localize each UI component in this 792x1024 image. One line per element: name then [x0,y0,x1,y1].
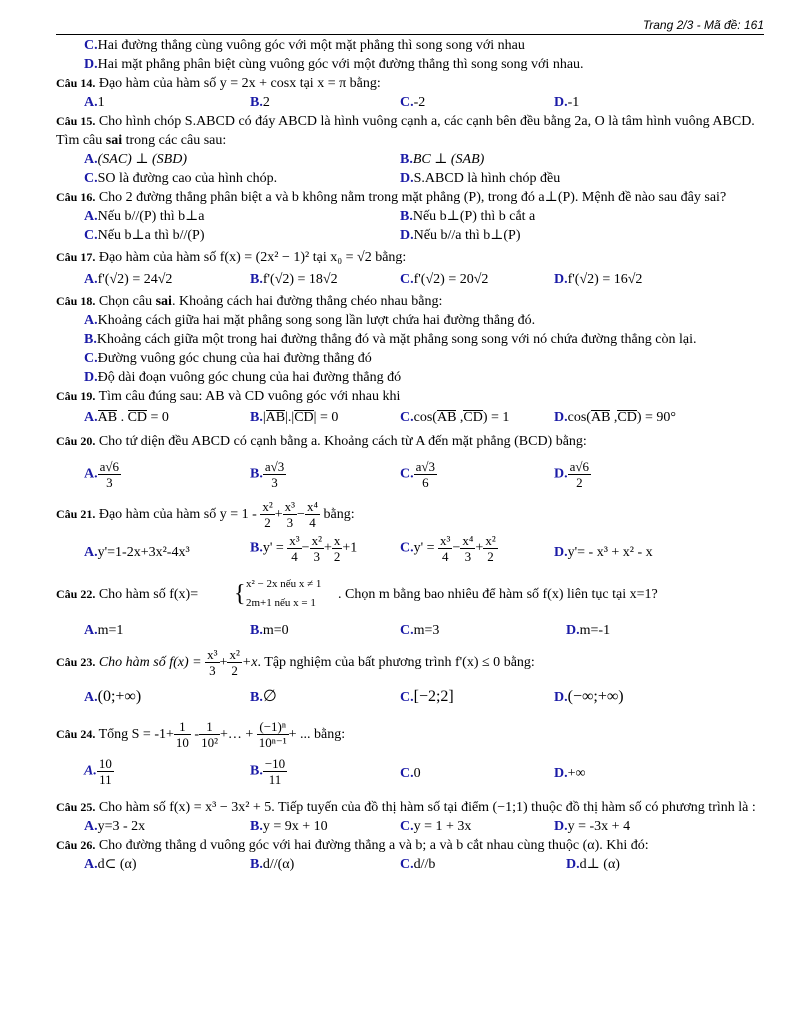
q18-option-a: A.Khoảng cách giữa hai mặt phẳng song song lần lượt chứa hai đường thẳng đó. [84,313,536,328]
q26-options: A.d⊂ (α) B.d//(α) C.d//b D.d⊥ (α) [84,857,620,872]
q16-stem: Câu 16. Cho 2 đường thẳng phân biệt a và b không nằm trong mặt phẳng (P), trong đó a⊥(P). Mệnh đề nào sau đây sai? [56,190,727,205]
q21-stem: Câu 21. Đạo hàm của hàm số y = 1 - $\frac{\text{x²}}{2}$ + $\frac{\text{x³}}{3}$ − $\frac{\text{x⁴}}{4}$ bằng: [56,499,355,531]
q15-options-ab: A.(SAC) ⊥ (SBD) B.BC ⊥ (SAB) [84,152,485,167]
q17-options: A.f'(√2) = 24√2 B.f'(√2) = 18√2 C.f'(√2) = 20√2 D.f'(√2) = 16√2 [84,272,643,287]
q13-option-d: D.Hai mặt phẳng phân biệt cùng vuông góc với một đường thẳng thì song song với nhau. [84,57,584,72]
q21-options: A.y'=1-2x+3x²-4x³ B.y' = $\frac{\text{x³}}{4}$ − $\frac{\text{x²}}{3}$ + $\frac{x}{2}$ +1 C.y' = $\frac{\text{x³}}{4}$ − $\frac{\text{x⁴}}{3}$ + $\frac{\text{x²}}{2}$ D.y'= - x³ + x² - x [84,533,653,564]
q18-option-b: B.Khoảng cách giữa một trong hai đường thẳng đó và mặt phẳng song song với nó chứa đường thẳng còn lại. [84,332,697,347]
q14-stem: Câu 14. Đạo hàm của hàm số y = 2x + cosx tại x = π bằng: [56,76,381,91]
q13-option-c: C.Hai đường thẳng cùng vuông góc với một mặt phẳng thì song song với nhau [84,38,525,53]
exam-page [56,36,764,874]
q25-stem: Câu 25. Cho hàm số f(x) = x³ − 3x² + 5. Tiếp tuyến của đồ thị hàm số tại điểm (−1;1) thuộc đồ thị hàm số có phương trình là : [56,800,756,815]
q24-options: A. $\frac{10}{11}$ B. $\frac{-10}{11}$ C.0 D.+∞ [84,756,586,787]
q22-stem: Câu 22. Cho hàm số f(x)= { x² − 2x nếu x ≠ 1 2m+1 nếu x = 1 . Chọn m bằng bao nhiêu để hàm số f(x) liên tục tại x=1? [56,578,658,609]
q19-stem: Câu 19. Tìm câu đúng sau: AB và CD vuông góc với nhau khi [56,389,401,404]
q19-options: A.AB . CD = 0 B.|AB|.|CD| = 0 C.cos(AB ,CD) = 1 D.cos(AB ,CD) = 90° [84,410,677,425]
q15-options-cd: C.SO là đường cao của hình chóp. D.S.ABCD là hình chóp đều [84,171,561,186]
q20-options: A. $\frac{a√6}{3}$ B. $\frac{a√3}{3}$ C. $\frac{a√3}{6}$ D. $\frac{a√6}{2}$ [84,459,590,490]
q25-options: A.y=3 - 2x B.y = 9x + 10 C.y = 1 + 3x D.y = -3x + 4 [84,819,631,834]
q15-stem: Câu 15. Cho hình chóp S.ABCD có đáy ABCD là hình vuông cạnh a, các cạnh bên đều bằng 2a, O là tâm hình vuông ABCD. Tìm câu sai trong các câu sau: [56,114,755,148]
q16-options-ab: A.Nếu b//(P) thì b⊥a B.Nếu b⊥(P) thì b cắt a [84,209,536,224]
q14-options: A.1 B.2 C.-2 D.-1 [84,95,580,110]
q17-stem: Câu 17. Đạo hàm của hàm số f(x) = (2x² − 1)² tại x₀ = √2 bằng: [56,250,407,265]
q18-option-c: C.Đường vuông góc chung của hai đường thẳng đó [84,351,372,366]
q23-options: A.(0;+∞) B.∅ C.[−2;2] D.(−∞;+∞) [84,688,624,705]
q18-option-d: D.Độ dài đoạn vuông góc chung của hai đường thẳng đó [84,370,402,385]
q26-stem: Câu 26. Cho đường thẳng d vuông góc với hai đường thẳng a và b; a và b cắt nhau cùng thuộc (α). Khi đó: [56,838,649,853]
q18-stem: Câu 18. Chọn câu sai. Khoảng cách hai đường thẳng chéo nhau bằng: [56,294,443,309]
q23-stem: Câu 23. Cho hàm số f(x) = $\frac{\text{x³}}{3}$ + $\frac{\text{x²}}{2}$ +x. Tập nghiệm của bất phương trình f'(x) ≤ 0 bằng: [56,647,535,679]
q24-stem: Câu 24. Tổng S = -1+ $\frac{1}{10}$ - $\frac{1}{\text{10²}}$ +… + $\frac{\text{(−1)ⁿ}}{\text{10ⁿ⁻¹}}$ + ... bằng: [56,719,346,751]
page-header: Trang 2/3 - Mã đề: 161 [642,18,764,32]
q20-stem: Câu 20. Cho tứ diện đều ABCD có cạnh bằng a. Khoảng cách từ A đến mặt phẳng (BCD) bằng: [56,434,587,449]
q22-options: A.m=1 B.m=0 C.m=3 D.m=-1 [84,623,611,638]
header-rule [56,34,764,35]
q16-options-cd: C.Nếu b⊥a thì b//(P) D.Nếu b//a thì b⊥(P) [84,228,521,243]
